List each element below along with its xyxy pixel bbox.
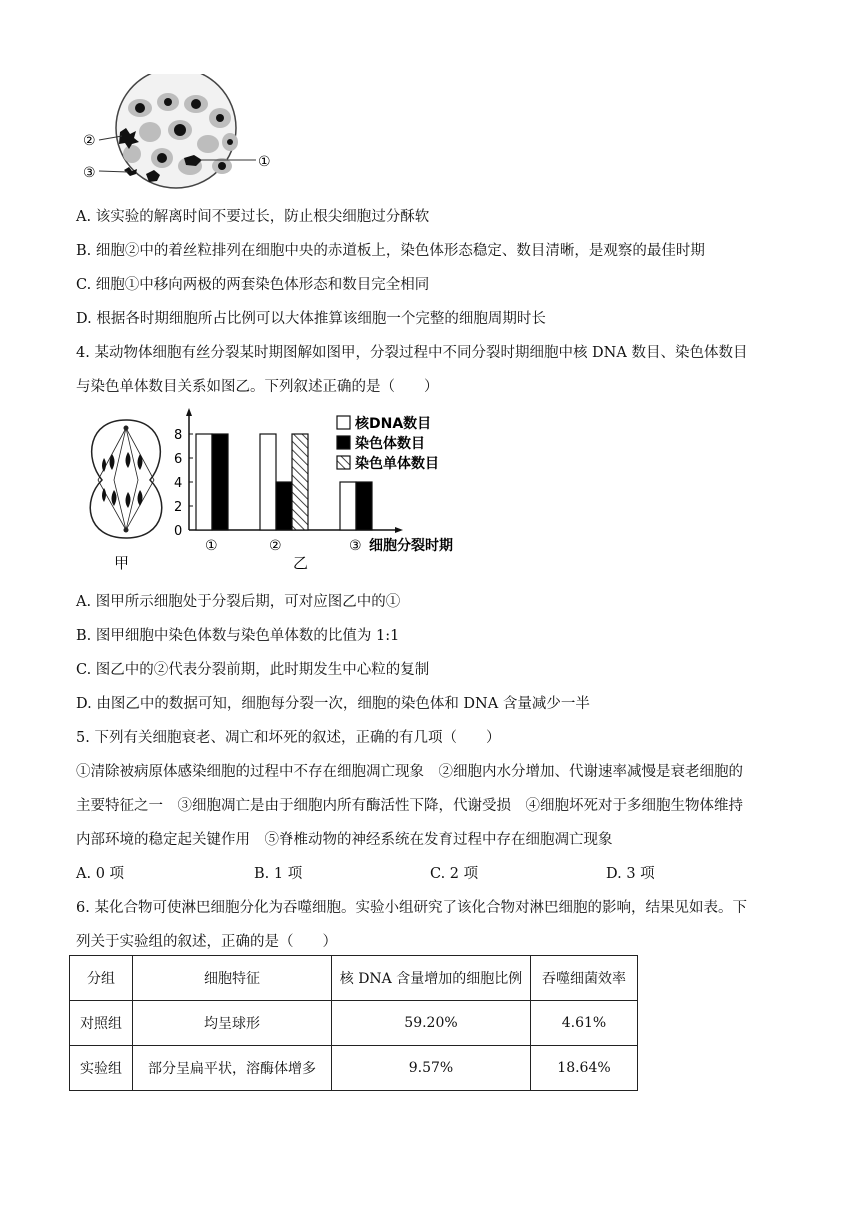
table-header-cell: 吞噬细菌效率	[531, 956, 638, 1001]
q4-option-a: A. 图甲所示细胞处于分裂后期，可对应图乙中的①	[76, 594, 401, 610]
bar	[340, 482, 356, 530]
x-axis-label: 细胞分裂时期	[369, 538, 453, 554]
table-header-row	[70, 956, 638, 1001]
q4-option-b: B. 图甲细胞中染色体数与染色单体数的比值为 1:1	[76, 628, 400, 644]
table-cell: 18.64%	[531, 1046, 638, 1091]
y-tick-label: 8	[174, 428, 183, 443]
figure-label-1: ①	[258, 154, 271, 170]
legend-swatch	[337, 436, 350, 449]
table-cell: 对照组	[70, 1001, 133, 1046]
legend-swatch	[337, 456, 350, 469]
q3-option-a: A. 该实验的解离时间不要过长，防止根尖细胞过分酥软	[76, 209, 430, 225]
table-header-cell: 分组	[70, 956, 133, 1001]
experiment-table	[69, 955, 638, 1091]
bar	[276, 482, 292, 530]
microscope-field-figure	[80, 74, 280, 190]
q5-option-c: C. 2 项	[430, 866, 479, 882]
bar-chart-yi	[165, 408, 485, 574]
y-tick-label: 0	[174, 524, 183, 539]
q3-option-d: D. 根据各时期细胞所占比例可以大体推算该细胞一个完整的细胞周期时长	[76, 311, 546, 327]
table-cell: 实验组	[70, 1046, 133, 1091]
bar	[356, 482, 372, 530]
table-row	[70, 1046, 638, 1091]
q5-body-line2: 主要特征之一 ③细胞凋亡是由于细胞内所有酶活性下降，代谢受损 ④细胞坏死对于多细胞生物体维持	[76, 798, 743, 814]
y-tick-label: 4	[174, 476, 183, 491]
figure-label-3: ③	[83, 165, 96, 181]
table-cell: 9.57%	[332, 1046, 531, 1091]
q5-option-d: D. 3 项	[606, 866, 655, 882]
figure-jia-label: 甲	[114, 554, 130, 572]
q4-stem-line1: 4. 某动物体细胞有丝分裂某时期图解如图甲，分裂过程中不同分裂时期细胞中核 DNA 数目、染色体数目	[76, 345, 748, 361]
table-cell: 4.61%	[531, 1001, 638, 1046]
bar	[292, 434, 308, 530]
y-tick-label: 2	[174, 500, 183, 515]
table-cell: 均呈球形	[133, 1001, 332, 1046]
figure-label-2: ②	[83, 133, 96, 149]
x-category-label: ①	[205, 538, 218, 554]
q3-option-c: C. 细胞①中移向两极的两套染色体形态和数目完全相同	[76, 277, 430, 293]
q4-option-d: D. 由图乙中的数据可知，细胞每分裂一次，细胞的染色体和 DNA 含量减少一半	[76, 696, 590, 712]
table-cell: 59.20%	[332, 1001, 531, 1046]
q4-option-c: C. 图乙中的②代表分裂前期，此时期发生中心粒的复制	[76, 662, 430, 678]
bar	[260, 434, 276, 530]
bar	[212, 434, 228, 530]
q5-body-line1: ①清除被病原体感染细胞的过程中不存在细胞凋亡现象 ②细胞内水分增加、代谢速率减慢是衰老细胞的	[76, 764, 743, 780]
x-category-label: ③	[349, 538, 362, 554]
q4-stem-line2: 与染色单体数目关系如图乙。下列叙述正确的是（ ）	[76, 379, 439, 395]
q3-option-b: B. 细胞②中的着丝粒排列在细胞中央的赤道板上，染色体形态稳定、数目清晰，是观察的最佳时期	[76, 243, 705, 259]
q5-body-line3: 内部环境的稳定起关键作用 ⑤脊椎动物的神经系统在发育过程中存在细胞凋亡现象	[76, 832, 613, 848]
y-tick-label: 6	[174, 452, 183, 467]
table-cell: 部分呈扁平状，溶酶体增多	[133, 1046, 332, 1091]
q5-option-a: A. 0 项	[76, 866, 125, 882]
q6-stem-line1: 6. 某化合物可使淋巴细胞分化为吞噬细胞。实验小组研究了该化合物对淋巴细胞的影响，结果见如表。下	[76, 900, 747, 916]
cell-division-diagram	[78, 414, 174, 574]
table-header-cell: 细胞特征	[133, 956, 332, 1001]
q6-stem-line2: 列关于实验组的叙述，正确的是（ ）	[76, 934, 337, 950]
table-header-cell: 核 DNA 含量增加的细胞比例	[332, 956, 531, 1001]
q5-option-b: B. 1 项	[254, 866, 303, 882]
q5-stem: 5. 下列有关细胞衰老、凋亡和坏死的叙述，正确的有几项（ ）	[76, 730, 501, 746]
x-category-label: ②	[269, 538, 282, 554]
legend-label: 染色体数目	[355, 436, 425, 452]
legend-swatch	[337, 416, 350, 429]
chart-title: 乙	[293, 554, 309, 572]
legend-label: 核DNA数目	[355, 416, 432, 432]
bar	[196, 434, 212, 530]
table-row	[70, 1001, 638, 1046]
legend-label: 染色单体数目	[355, 456, 439, 472]
